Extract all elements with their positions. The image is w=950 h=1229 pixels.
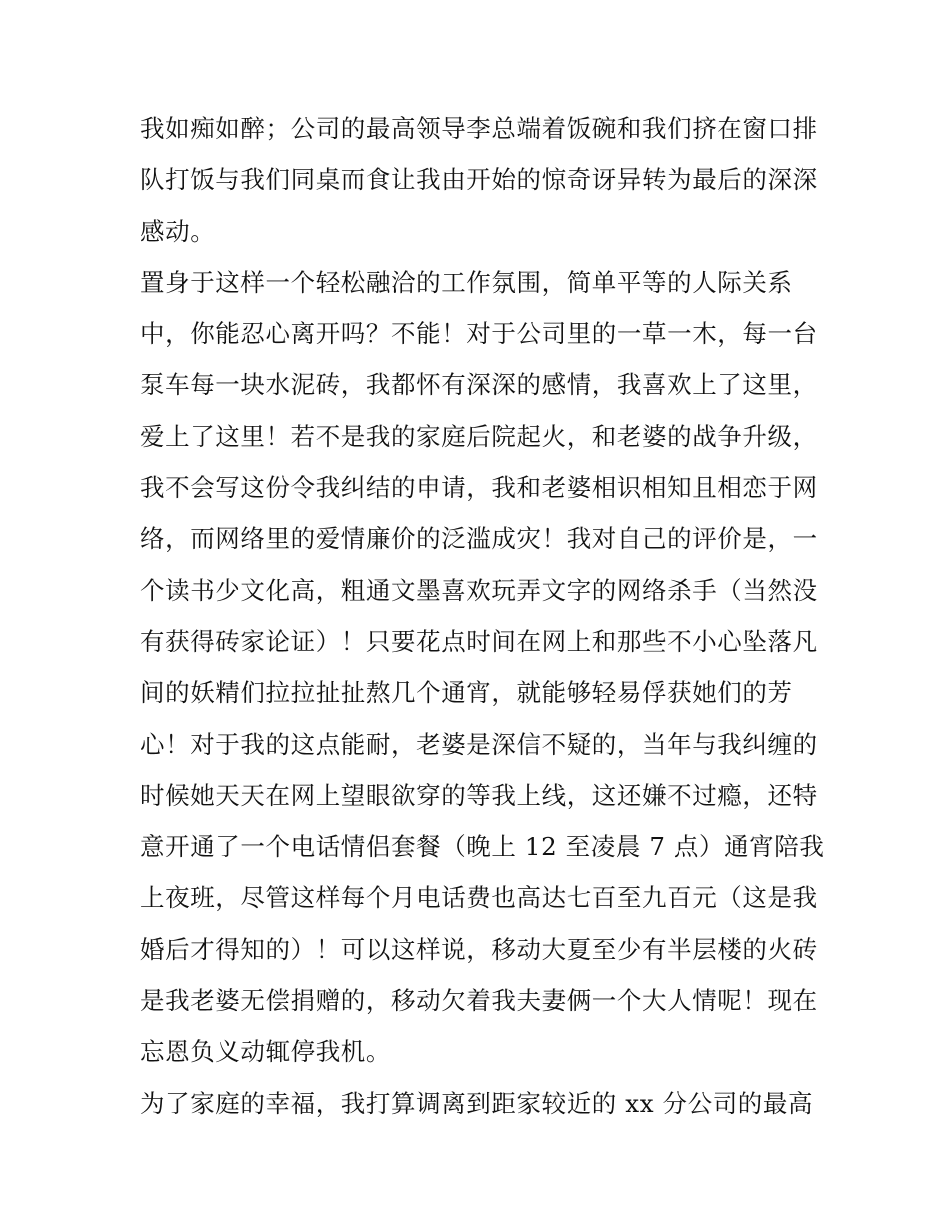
text-line-11: 有获得砖家论证）！只要花点时间在网上和那些不小心坠落凡 [140, 626, 818, 656]
text-line-18: 是我老婆无偿捐赠的，移动欠着我夫妻俩一个大人情呢！现在 [140, 986, 818, 1016]
text-line-6: 泵车每一块水泥砖，我都怀有深深的感情，我喜欢上了这里， [140, 370, 818, 400]
text-line-4: 置身于这样一个轻松融洽的工作氛围，简单平等的人际关系 [140, 267, 793, 297]
text-line-8: 我不会写这份令我纠结的申请，我和老婆相识相知且相恋于网 [140, 473, 818, 503]
text-line-16: 上夜班，尽管这样每个月电话费也高达七百至九百元（这是我 [140, 883, 818, 913]
text-line-12: 间的妖精们拉拉扯扯熬几个通宵，就能够轻易俘获她们的芳 [140, 678, 793, 708]
document-body [140, 103, 830, 1129]
text-line-3: 感动。 [140, 216, 216, 246]
text-line-19: 忘恩负义动辄停我机。 [140, 1037, 391, 1067]
text-line-5: 中，你能忍心离开吗？不能！对于公司里的一草一木，每一台 [140, 319, 818, 349]
text-line-15: 意开通了一个电话情侣套餐（晚上 12 至凌晨 7 点）通宵陪我 [140, 832, 825, 862]
text-line-7: 爱上了这里！若不是我的家庭后院起火，和老婆的战争升级， [140, 421, 818, 451]
text-line-10: 个读书少文化高，粗通文墨喜欢玩弄文字的网络杀手（当然没 [140, 575, 818, 605]
text-line-13: 心！对于我的这点能耐，老婆是深信不疑的，当年与我纠缠的 [140, 729, 818, 759]
text-line-14: 时候她天天在网上望眼欲穿的等我上线，这还嫌不过瘾，还特 [140, 780, 818, 810]
text-line-20: 为了家庭的幸福，我打算调离到距家较近的 xx 分公司的最高 [140, 1088, 814, 1118]
text-line-17: 婚后才得知的）！可以这样说，移动大夏至少有半层楼的火砖 [140, 934, 818, 964]
text-line-9: 络，而网络里的爱情廉价的泛滥成灾！我对自己的评价是，一 [140, 524, 818, 554]
text-line-1: 我如痴如醉；公司的最高领导李总端着饭碗和我们挤在窗口排 [140, 114, 818, 143]
text-line-2: 队打饭与我们同桌而食让我由开始的惊奇讶异转为最后的深深 [140, 165, 818, 195]
